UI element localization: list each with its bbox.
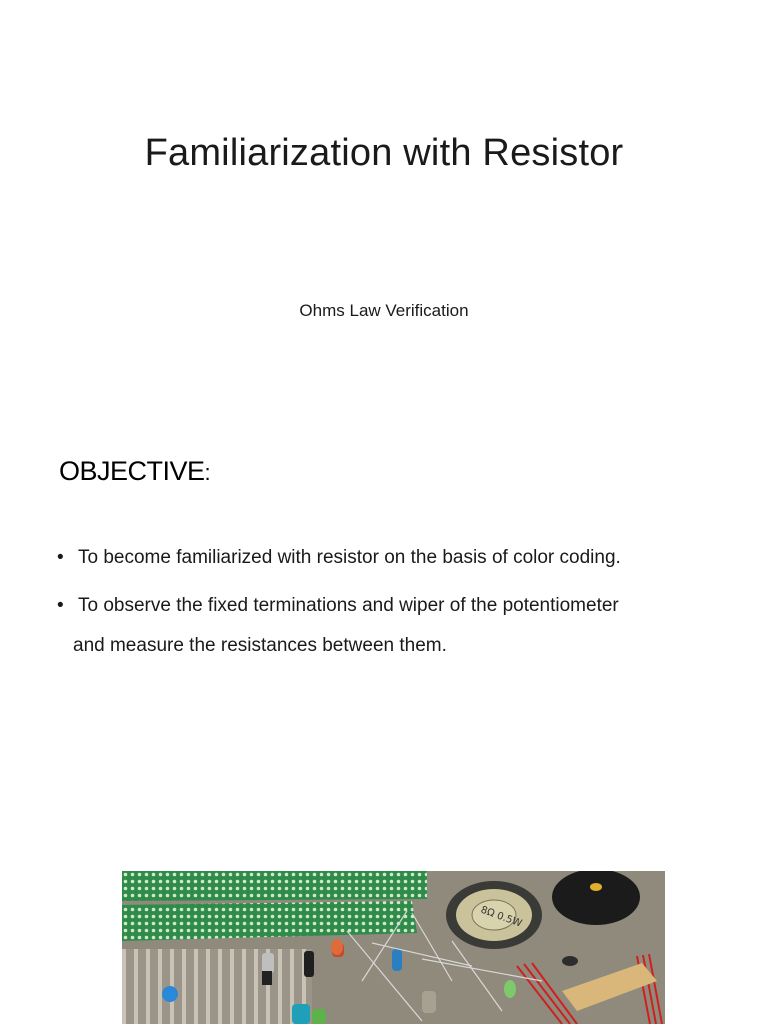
list-item-text-continued: and measure the resistances between them. [73, 635, 447, 656]
electronic-components-photo [122, 871, 665, 1024]
buzzer [552, 871, 640, 925]
objective-heading [59, 456, 210, 487]
objective-heading-colon: : [204, 460, 211, 485]
speaker-label: 8Ω 0.5W [479, 904, 524, 930]
speaker [446, 881, 542, 949]
objective-list [57, 538, 717, 674]
bullet-icon: • [57, 547, 64, 568]
list-item [57, 538, 717, 578]
stripboard [122, 949, 312, 1024]
objective-heading-text: OBJECTIVE [59, 456, 205, 486]
list-item-text: To become familiarized with resistor on the basis of color coding. [78, 547, 621, 568]
slide-subtitle: Ohms Law Verification [299, 301, 469, 320]
slide-title: Familiarization with Resistor [144, 132, 624, 174]
list-item [57, 586, 717, 666]
bullet-icon: • [57, 595, 64, 616]
pcb-board [122, 871, 427, 941]
list-item-text: To observe the fixed terminations and wiper of the potentiometer [78, 595, 619, 616]
